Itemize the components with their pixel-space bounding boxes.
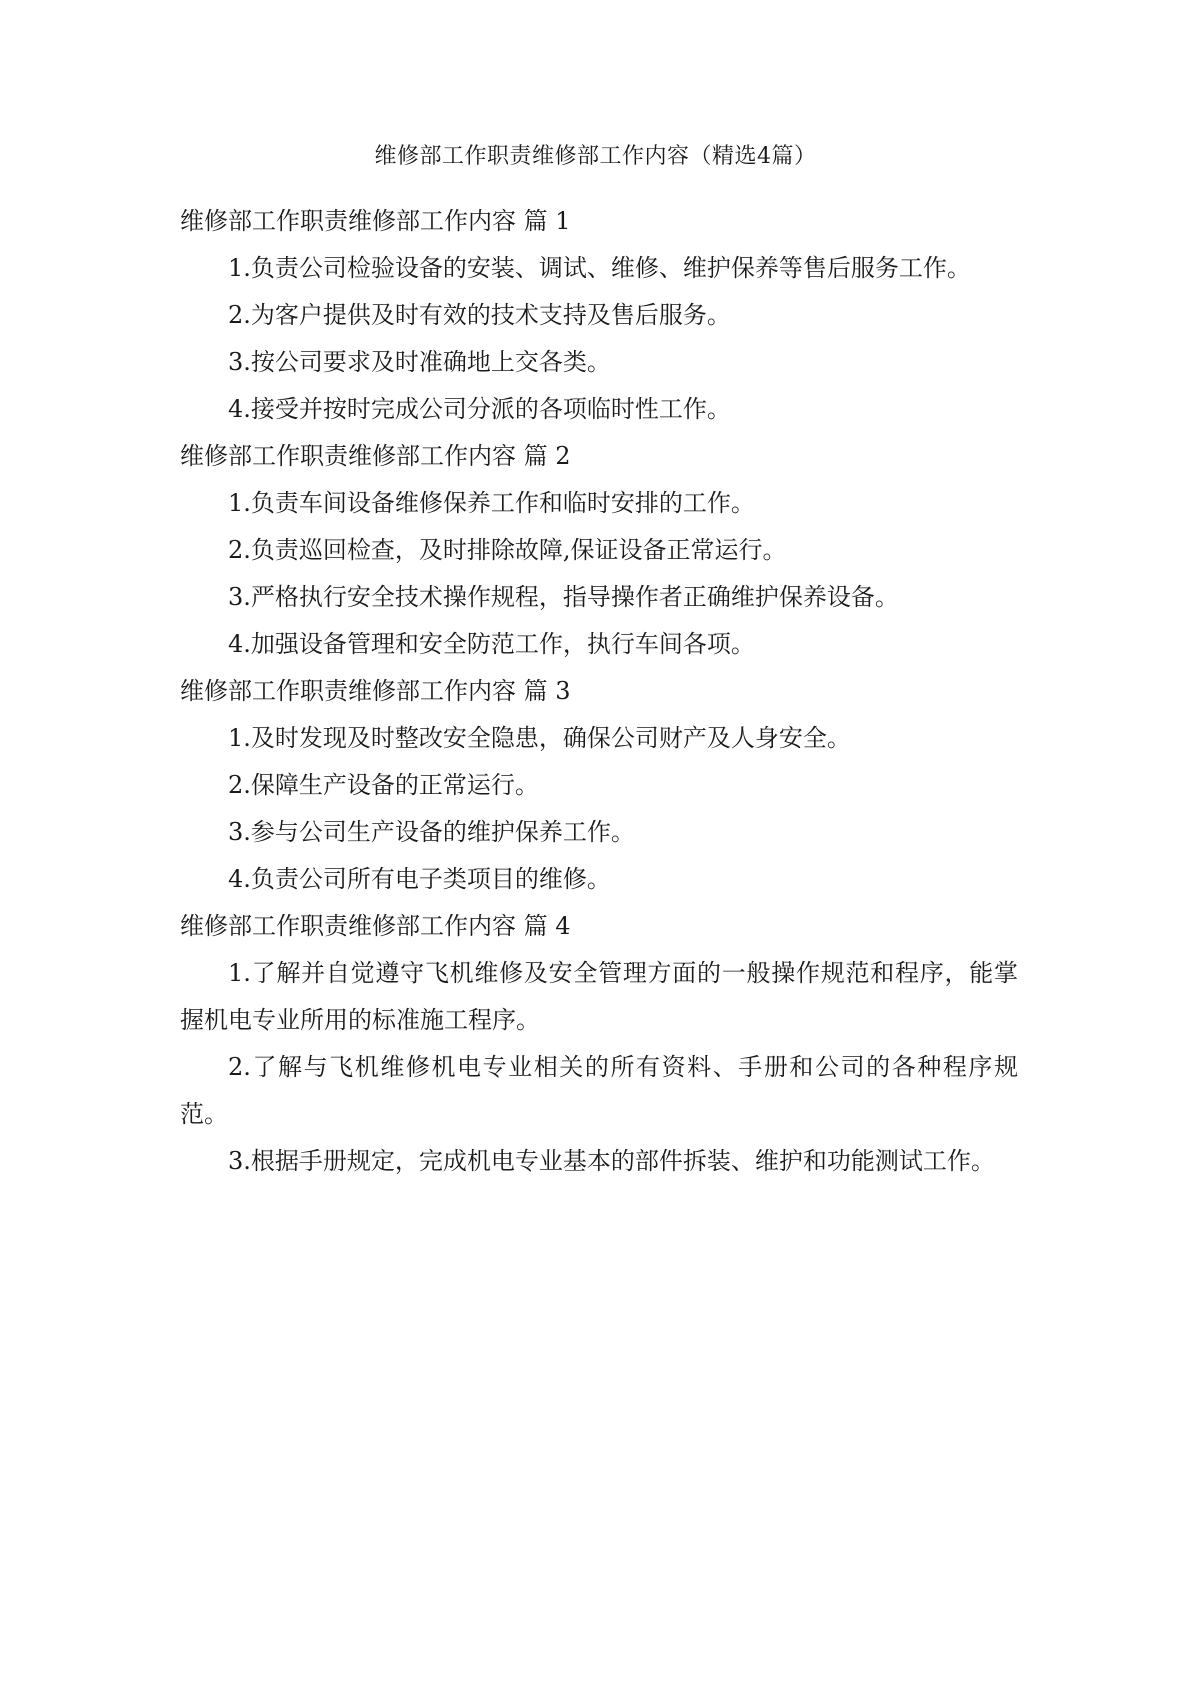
section-heading: 维修部工作职责维修部工作内容 篇 3 xyxy=(180,677,571,705)
section-heading: 维修部工作职责维修部工作内容 篇 2 xyxy=(180,442,571,470)
list-item: 1.了解并自觉遵守飞机维修及安全管理方面的一般操作规范和程序，能掌握机电专业所用的标准施工程序。 xyxy=(180,959,1018,1034)
list-item: 1.及时发现及时整改安全隐患，确保公司财产及人身安全。 xyxy=(228,724,851,752)
section-2 xyxy=(180,433,1018,668)
section-heading: 维修部工作职责维修部工作内容 篇 1 xyxy=(180,207,571,235)
list-item: 2.保障生产设备的正常运行。 xyxy=(228,771,539,799)
section-heading: 维修部工作职责维修部工作内容 篇 4 xyxy=(180,912,571,940)
section-3 xyxy=(180,668,1018,903)
document-body xyxy=(180,198,1018,1185)
list-item: 4.负责公司所有电子类项目的维修。 xyxy=(228,865,611,893)
list-item: 2.为客户提供及时有效的技术支持及售后服务。 xyxy=(228,301,731,329)
list-item: 3.按公司要求及时准确地上交各类。 xyxy=(228,348,611,376)
list-item: 4.加强设备管理和安全防范工作，执行车间各项。 xyxy=(228,630,755,658)
list-item: 4.接受并按时完成公司分派的各项临时性工作。 xyxy=(228,395,731,423)
list-item: 1.负责公司检验设备的安装、调试、维修、维护保养等售后服务工作。 xyxy=(228,254,971,282)
list-item: 3.根据手册规定，完成机电专业基本的部件拆装、维护和功能测试工作。 xyxy=(228,1147,995,1175)
section-4 xyxy=(180,903,1018,1185)
list-item: 2.了解与飞机维修机电专业相关的所有资料、手册和公司的各种程序规范。 xyxy=(180,1053,1018,1128)
list-item: 1.负责车间设备维修保养工作和临时安排的工作。 xyxy=(228,489,755,517)
list-item: 3.参与公司生产设备的维护保养工作。 xyxy=(228,818,635,846)
list-item: 3.严格执行安全技术操作规程，指导操作者正确维护保养设备。 xyxy=(228,583,899,611)
document-title: 维修部工作职责维修部工作内容（精选4篇） xyxy=(374,144,817,169)
section-1 xyxy=(180,198,1018,433)
list-item: 2.负责巡回检查，及时排除故障,保证设备正常运行。 xyxy=(228,536,787,564)
